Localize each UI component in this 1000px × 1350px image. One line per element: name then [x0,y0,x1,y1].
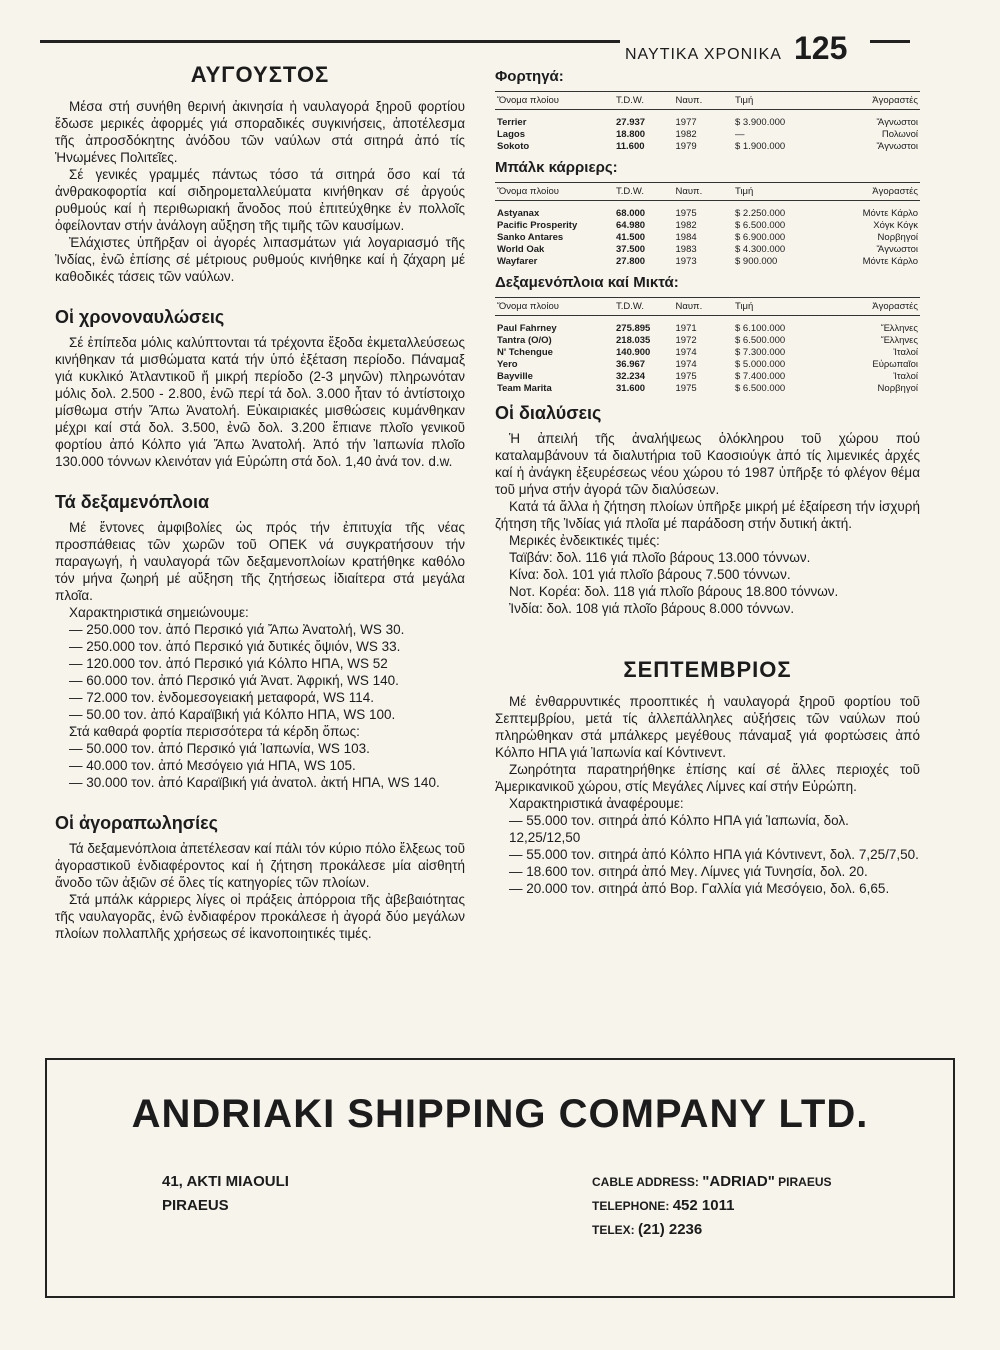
col-header-built: Ναυπ. [674,298,734,316]
demolition-paragraph: Κατά τά ἄλλα ἡ ζήτηση πλοίων ὑπῆρξε μικρή μέ ἐξαίρεση τήν ἰσχυρή ζήτηση τῆς Ἰνδίας γιά πλοῖα μέ παράδοση στήν δυτική ἀκτή. [495,499,920,531]
company-name: ANDRIAKI SHIPPING COMPANY LTD. [131,1092,869,1136]
list-item: Ἰνδία: δολ. 108 γιά πλοῖο βάρους 8.000 τόννων. [509,601,795,616]
masthead [625,32,847,64]
cable-label: CABLE ADDRESS: [592,1175,699,1189]
col-header-built: Ναυπ. [674,92,734,110]
sales-paragraph: Τά δεξαμενόπλοια ἀπετέλεσαν καί πάλι τόν κύριο πόλο ἔλξεως τοῦ ἀγοραστικοῦ ἐνδιαφέροντος καί ἡ ζήτηση προκάλεσε μία αἰσθητή ἄνοδο τῶν ἀξιῶν σέ ὅλες τίς κατηγορίες τῶν πλοίων. [55,841,465,890]
cable-value: "ADRIAD" [702,1173,775,1190]
section-title-demolition: Οἱ διαλύσεις [495,403,602,423]
table-row: Tantra (O/O) 218.035 1972 $ 6.500.000 Ἕλληνες [497,335,918,346]
telephone-value: 452 1011 [672,1197,735,1214]
table-row: World Oak 37.500 1983 $ 4.300.000 Ἄγνωστοι [497,244,918,255]
telex-value: (21) 2236 [638,1221,703,1238]
address-line-2: PIRAEUS [162,1197,229,1214]
sept-list [495,812,920,897]
section-title-charters: Οἱ χρονοναυλώσεις [55,307,225,327]
list-item: — 55.000 τον. σιτηρά ἀπό Κόλπο ΗΠΑ γιά Ἰαπωνία, δολ. 12,25/12,50 [509,813,849,845]
col-header-name: Ὄνομα πλοίου [495,183,614,201]
section-title-sales: Οἱ ἀγοραπωλησίες [55,813,218,833]
col-header-tdw: T.D.W. [614,183,674,201]
advertisement-box [45,1058,955,1298]
list-item: — 60.000 τον. ἀπό Περσικό γιά Ἀνατ. Ἀφρική, WS 140. [69,673,399,688]
page-number: 125 [793,30,848,66]
intro-paragraph: Σέ γενικές γραμμές πάντως τόσο τά σιτηρά ὅσο καί τά ἀνθρακοφορτία καί σιδηρομεταλλεύματα κινήθηκαν σέ ἀργούς ρυθμούς καί ἡ περιθωριακή ἄνοδος πού ἐπιτεύχθηκε ἐν πολλοῖς ὀφείλονταν στήν ἀνάλογη αὔξηση τῆς τιμῆς τῶν καυσίμων. [55,167,465,233]
cable-line [592,1170,832,1194]
table-row: Sokoto 11.600 1979 $ 1.900.000 Ἄγνωστοι [497,141,918,152]
telex-line [592,1218,832,1242]
col-header-tdw: T.D.W. [614,92,674,110]
right-column [495,62,920,897]
bulk-table [495,182,920,268]
col-header-price: Τιμή [733,183,835,201]
cargo-table [495,91,920,153]
list-item: — 120.000 τον. ἀπό Περσικό γιά Κόλπο ΗΠΑ, WS 52 [69,656,388,671]
section-title-tankers: Τά δεξαμενόπλοια [55,492,210,512]
list-item: — 50.00 τον. ἀπό Καραϊβική γιά Κόλπο ΗΠΑ, WS 100. [69,707,396,722]
col-header-name: Ὄνομα πλοίου [495,298,614,316]
telephone-label: TELEPHONE: [592,1199,670,1213]
col-header-price: Τιμή [733,92,835,110]
list-item: Κίνα: δολ. 101 γιά πλοῖο βάρους 7.500 τόννων. [509,567,791,582]
table-title-cargo: Φορτηγά: [495,68,564,85]
demolition-list [495,549,920,617]
table-row: N' Tchengue 140.900 1974 $ 7.300.000 Ἰταλοί [497,347,918,358]
table-row: Bayville 32.234 1975 $ 7.400.000 Ἰταλοί [497,371,918,382]
table-row: Astyanax 68.000 1975 $ 2.250.000 Μόντε Κάρλο [497,208,918,219]
table-title-bulk: Μπάλκ κάρριερς: [495,159,618,176]
list-item: — 250.000 τον. ἀπό Περσικό γιά δυτικές ὄψιόν, WS 33. [69,639,401,654]
col-header-buyers: Ἀγοραστές [835,183,920,201]
sept-paragraph: Ζωηρότητα παρατηρήθηκε ἐπίσης καί σέ ἄλλες περιοχές τοῦ Ἀμερικανικοῦ χώρου, στίς Μεγάλες Λίμνες καί στήν Εὐρώπη. [495,762,920,794]
demolition-lead: Μερικές ἐνδεικτικές τιμές: [509,533,660,548]
tankers-lead-2: Στά καθαρά φορτία περισσότερα τά κέρδη ὅπως: [69,724,360,739]
tankers-list [55,621,465,723]
list-item: — 18.600 τον. σιτηρά ἀπό Μεγ. Λίμνες γιά Τυνησία, δολ. 20. [509,864,868,879]
table-row: Terrier 27.937 1977 $ 3.900.000 Ἄγνωστοι [497,117,918,128]
col-header-price: Τιμή [733,298,835,316]
cable-city: PIRAEUS [778,1175,832,1189]
col-header-tdw: T.D.W. [614,298,674,316]
intro-paragraph: Ἐλάχιστες ὑπῆρξαν οἱ ἀγορές λιπασμάτων γιά λογαριασμό τῆς Ἰνδίας, ἐνῶ ἐπίσης σέ μέτριους ρυθμούς κινήθηκε καί ἡ ζάχαρη μέ καθοδικές τάσεις τῶν ναύλων. [55,235,465,284]
sept-paragraph: Μέ ἐνθαρρυντικές προοπτικές ἡ ναυλαγορά ξηροῦ φορτίου τοῦ Σεπτεμβρίου, μετά τίς ἀλλεπάλληλες αὐξήσεις τῶν ναύλων πού πληρώθηκαν στά μπάλκερς μεγέθους πάναμαξ γιά φορτώσεις ἀπό Κόλπο ΗΠΑ γιά Ἰαπωνία καί Κόντινεντ. [495,694,920,760]
list-item: — 30.000 τον. ἀπό Καραϊβική γιά ἀνατολ. ἀκτή ΗΠΑ, WS 140. [69,775,440,790]
table-row: Team Marita 31.600 1975 $ 6.500.000 Νορβηγοί [497,383,918,394]
left-column [55,62,465,942]
col-header-buyers: Ἀγοραστές [835,92,920,110]
list-item: Νοτ. Κορέα: δολ. 118 γιά πλοῖο βάρους 18.800 τόννων. [509,584,839,599]
list-item: — 250.000 τον. ἀπό Περσικό γιά Ἄπω Ἀνατολή, WS 30. [69,622,405,637]
table-row: Pacific Prosperity 64.980 1982 $ 6.500.000 Χόγκ Κόγκ [497,220,918,231]
header-rule-right [870,40,910,43]
publication-name: ΝΑΥΤΙΚΑ ΧΡΟΝΙΚΑ [625,46,782,63]
address-line-1: 41, AKTI MIAOULI [162,1173,289,1190]
header-rule-left [40,40,620,43]
table-row: Wayfarer 27.800 1973 $ 900.000 Μόντε Κάρλο [497,256,918,267]
tankers-list-2 [55,740,465,791]
table-row: Paul Fahrney 275.895 1971 $ 6.100.000 Ἕλληνες [497,323,918,334]
list-item: — 20.000 τον. σιτηρά ἀπό Βορ. Γαλλία γιά Μεσόγειο, δολ. 6,65. [509,881,890,896]
tankers-table [495,297,920,395]
col-header-name: Ὄνομα πλοίου [495,92,614,110]
list-item: — 50.000 τον. ἀπό Περσικό γιά Ἰαπωνία, WS 103. [69,741,370,756]
list-item: — 55.000 τον. σιτηρά ἀπό Κόλπο ΗΠΑ γιά Κόντινεντ, δολ. 7,25/7,50. [509,847,919,862]
tankers-paragraph: Μέ ἔντονες ἀμφιβολίες ὡς πρός τήν ἐπιτυχία τῆς νέας προσπάθειας τῶν χωρῶν τοῦ ΟΠΕΚ νά συγκρατήσουν τήν παραγωγή, ἡ ναυλαγορά τῶν δεξαμενοπλοίων κρατήθηκε καθόλο τόν μήνα ζωηρή μέ αὔξηση τῆς ζητήσεως ἰδιαίτερα στά μεγάλα πλοῖα. [55,520,465,603]
intro-paragraph: Μέσα στή συνήθη θερινή ἀκινησία ἡ ναυλαγορά ξηροῦ φορτίου ἔδωσε μερικές ἀφορμές γιά σποραδικές συγκινήσεις, ἀποτέλεσμα τῆς ἀπροσδόκητης ἀνόδου τῶν ναύλων στά σιτηρά ἀπό τίς Ἡνωμένες Πολιτεῖες. [55,99,465,165]
charters-paragraph: Σέ ἐπίπεδα μόλις καλύπτονται τά τρέχοντα ἔξοδα ἐκμεταλλεύσεως κινήθηκαν τά μισθώματα κατά τήν ὑπό ἐξέταση περίοδο. Πάναμαξ γιά κυκλικό Ἀτλαντικοῦ ἤ μικρή περίοδο (2-3 μηνῶν) πληρωνόταν μόλις δολ. 2.500 - 2.800, ἐνῶ περί τά δολ. 3.000 ἦταν τό ἀντίστοιχο μίσθωμα στήν Ἄπω Ἀνατολή. Εὐκαιριακές μισθώσεις κυμάνθηκαν μέχρι καί στά δολ. 3.500, ἐνῶ δολ. 3.200 ἔπιανε πλοῖο γενικοῦ φορτίου ἀπό Κόλπο γιά Ἄπω Ἀνατολή. Ἀπό τήν Ἰαπωνία πλοῖο 130.000 τόννων κλεινόταν γιά Εὐρώπη στά δολ. 1,40 ἀνά τον. d.w. [55,335,465,469]
sept-lead: Χαρακτηριστικά ἀναφέρουμε: [509,796,684,811]
company-contacts [592,1170,832,1242]
list-item: Ταϊβάν: δολ. 116 γιά πλοῖο βάρους 13.000 τόννων. [509,550,811,565]
table-row: Sanko Antares 41.500 1984 $ 6.900.000 Νορβηγοί [497,232,918,243]
list-item: — 72.000 τον. ἐνδομεσογειακή μεταφορά, WS 114. [69,690,374,705]
company-address [162,1170,289,1218]
table-row: Lagos 18.800 1982 — Πολωνοί [497,129,918,140]
table-row: Yero 36.967 1974 $ 5.000.000 Εὐρωπαῖοι [497,359,918,370]
month-heading-september: ΣΕΠΤΕΜΒΡΙΟΣ [623,657,792,682]
table-title-tankers: Δεξαμενόπλοια καί Μικτά: [495,274,679,291]
month-heading-august: ΑΥΓΟΥΣΤΟΣ [190,62,330,87]
telephone-line [592,1194,832,1218]
sales-paragraph: Στά μπάλκ κάρριερς λίγες οἱ πράξεις ἀπόρροια τῆς ἀβεβαιότητας τῆς ναυλαγορᾶς, ἐνῶ ἐνδιαφέρον προκάλεσε ἡ ἀγορά δύο μεγάλων πλοίων πολλαπλῆς χρήσεως σέ ἱκανοποιητικές τιμές. [55,892,465,941]
list-item: — 40.000 τον. ἀπό Μεσόγειο γιά ΗΠΑ, WS 105. [69,758,356,773]
telex-label: TELEX: [592,1223,635,1237]
tankers-lead: Χαρακτηριστικά σημειώνουμε: [69,605,249,620]
col-header-built: Ναυπ. [674,183,734,201]
demolition-paragraph: Ἡ ἀπειλή τῆς ἀναλήψεως ὁλόκληρου τοῦ χώρου πού καταλαμβάνουν τά διαλυτήρια τοῦ Καοσιούγκ ἀπό τίς λιμενικές ἀρχές καί ἡ ἀνάγκη ἐξευρέσεως νέου χώρου τό 1987 ὑπῆρξε τό φλέγον θέμα τοῦ μήνα στήν ἀγορά τῶν διαλύσεων. [495,431,920,497]
col-header-buyers: Ἀγοραστές [835,298,920,316]
